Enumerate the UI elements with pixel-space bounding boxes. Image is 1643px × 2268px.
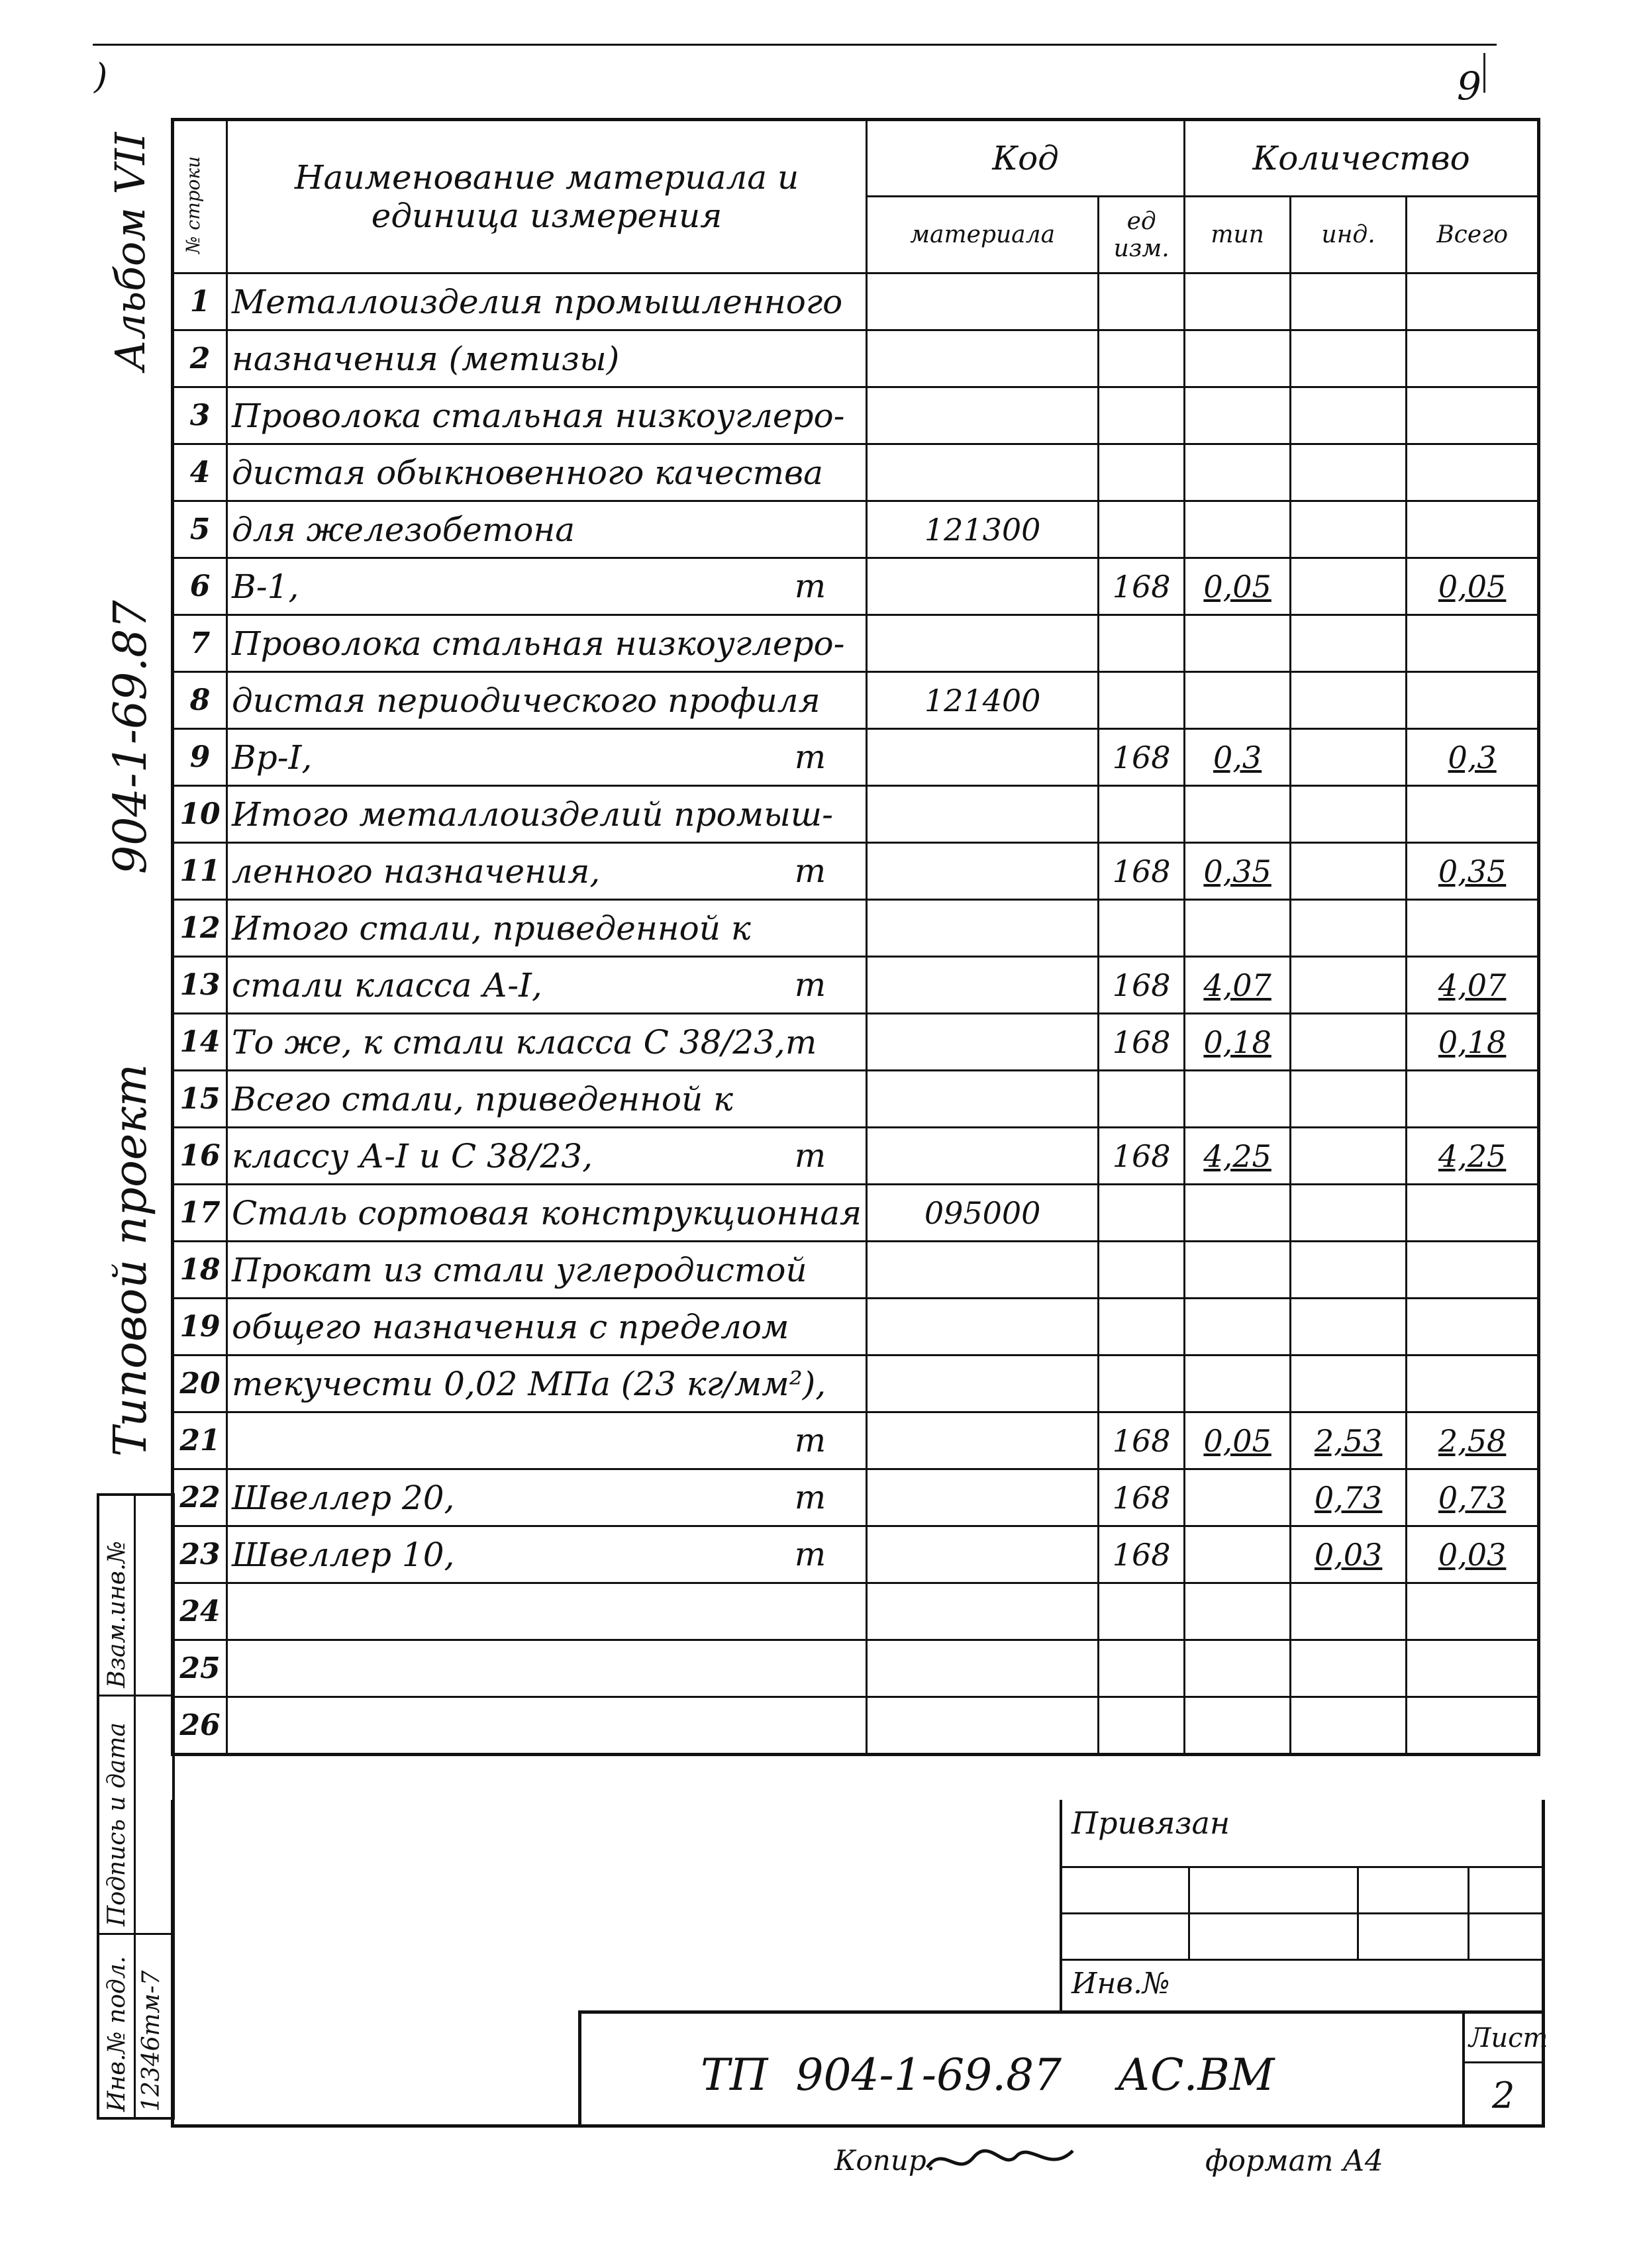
row-number: 11 xyxy=(173,843,227,900)
row-number: 12 xyxy=(173,900,227,957)
unit-code xyxy=(1099,1185,1185,1242)
table-row xyxy=(173,672,1539,729)
material-name-text: общего назначения с пределом xyxy=(232,1307,789,1346)
qty-ind xyxy=(1291,1014,1407,1071)
unit-code xyxy=(1099,900,1185,957)
material-code xyxy=(867,1697,1099,1755)
material-name-text: Итого металлоизделий промыш- xyxy=(232,795,834,834)
unit-code xyxy=(1099,273,1185,330)
material-name xyxy=(227,1128,867,1185)
qty-total: 0,73 xyxy=(1407,1469,1539,1526)
copyist-signature xyxy=(924,2138,1076,2184)
qty-ind xyxy=(1291,1356,1407,1412)
material-code xyxy=(867,1583,1099,1640)
material-name xyxy=(227,672,867,729)
qty-total: 2,58 xyxy=(1407,1412,1539,1469)
table-row xyxy=(173,387,1539,444)
qty-type: 0,35 xyxy=(1185,843,1291,900)
material-unit: т xyxy=(794,567,826,605)
unit-code xyxy=(1099,672,1185,729)
material-name xyxy=(227,957,867,1014)
qty-ind xyxy=(1291,1185,1407,1242)
unit-code: 168 xyxy=(1099,1014,1185,1071)
qty-type xyxy=(1185,672,1291,729)
table-row xyxy=(173,786,1539,843)
qty-ind xyxy=(1291,615,1407,672)
qty-type xyxy=(1185,330,1291,387)
material-name xyxy=(227,1697,867,1755)
privyazan-col-1 xyxy=(1188,1866,1190,1959)
qty-type xyxy=(1185,501,1291,558)
qty-total xyxy=(1407,330,1539,387)
qty-type xyxy=(1185,1583,1291,1640)
qty-total xyxy=(1407,501,1539,558)
qty-ind: 2,53 xyxy=(1291,1412,1407,1469)
material-code: 095000 xyxy=(867,1185,1099,1242)
unit-code xyxy=(1099,1697,1185,1755)
unit-code xyxy=(1099,1356,1185,1412)
row-number: 15 xyxy=(173,1071,227,1128)
row-number: 17 xyxy=(173,1185,227,1242)
material-code xyxy=(867,786,1099,843)
qty-total xyxy=(1407,672,1539,729)
privyazan-block xyxy=(1060,1800,1544,2010)
material-code: 121300 xyxy=(867,501,1099,558)
table-row xyxy=(173,1014,1539,1071)
row-number: 13 xyxy=(173,957,227,1014)
side-stamp-divider xyxy=(134,1496,136,2117)
qty-ind xyxy=(1291,501,1407,558)
material-code xyxy=(867,729,1099,786)
row-number: 22 xyxy=(173,1469,227,1526)
album-label: Альбом VII xyxy=(106,132,154,371)
table-row xyxy=(173,1526,1539,1583)
qty-total xyxy=(1407,1583,1539,1640)
table-row xyxy=(173,1697,1539,1755)
material-code xyxy=(867,1412,1099,1469)
qty-ind xyxy=(1291,330,1407,387)
qty-ind xyxy=(1291,672,1407,729)
header-code: Код xyxy=(867,120,1185,197)
table-row xyxy=(173,501,1539,558)
sheet-label-line xyxy=(1462,2061,1545,2063)
material-unit: т xyxy=(794,965,826,1004)
row-number: 18 xyxy=(173,1242,227,1299)
unit-code: 168 xyxy=(1099,1526,1185,1583)
material-name xyxy=(227,387,867,444)
table-row xyxy=(173,1469,1539,1526)
materials-table xyxy=(171,118,1540,1756)
qty-total xyxy=(1407,1185,1539,1242)
qty-type xyxy=(1185,786,1291,843)
side-stamp-row-2 xyxy=(99,1933,172,1935)
qty-total xyxy=(1407,1697,1539,1755)
material-name-text: Проволока стальная низкоуглеро- xyxy=(232,624,845,663)
side-stamp xyxy=(97,1493,175,2120)
material-name xyxy=(227,1299,867,1356)
unit-code xyxy=(1099,1242,1185,1299)
qty-total xyxy=(1407,1640,1539,1697)
material-code xyxy=(867,1014,1099,1071)
row-number: 14 xyxy=(173,1014,227,1071)
material-code xyxy=(867,843,1099,900)
row-number: 25 xyxy=(173,1640,227,1697)
title-block xyxy=(578,2010,1548,2128)
qty-ind xyxy=(1291,957,1407,1014)
material-unit: т xyxy=(794,1535,826,1573)
table-row xyxy=(173,444,1539,501)
material-name xyxy=(227,843,867,900)
row-number: 2 xyxy=(173,330,227,387)
material-code xyxy=(867,558,1099,615)
material-code xyxy=(867,1128,1099,1185)
table-row xyxy=(173,1640,1539,1697)
header-qty-ind: инд. xyxy=(1291,197,1407,273)
material-code xyxy=(867,615,1099,672)
table-row xyxy=(173,273,1539,330)
qty-ind xyxy=(1291,1242,1407,1299)
material-name-text: Швеллер 10, xyxy=(232,1535,455,1574)
inv-podl-label: Инв.№ подл. xyxy=(103,1955,130,2112)
table-row xyxy=(173,1128,1539,1185)
qty-ind: 0,73 xyxy=(1291,1469,1407,1526)
header-qty-total: Всего xyxy=(1407,197,1539,273)
unit-code xyxy=(1099,1299,1185,1356)
material-name xyxy=(227,1526,867,1583)
qty-type xyxy=(1185,387,1291,444)
inv-no-label: Инв.№ xyxy=(1071,1967,1170,2000)
material-name xyxy=(227,1185,867,1242)
material-name-text: дистая периодического профиля xyxy=(232,681,821,720)
row-number: 4 xyxy=(173,444,227,501)
qty-ind xyxy=(1291,729,1407,786)
qty-total xyxy=(1407,444,1539,501)
page-number: 9 xyxy=(1457,64,1481,109)
header-name: Наименование материала и единица измерения xyxy=(227,120,867,273)
material-code xyxy=(867,387,1099,444)
qty-ind xyxy=(1291,1071,1407,1128)
table-row xyxy=(173,900,1539,957)
qty-type xyxy=(1185,1071,1291,1128)
qty-total: 0,3 xyxy=(1407,729,1539,786)
sheet-divider xyxy=(1462,2014,1465,2128)
privyazan-line-1 xyxy=(1062,1866,1544,1868)
material-name-text: дистая обыкновенного качества xyxy=(232,453,823,492)
qty-type xyxy=(1185,1185,1291,1242)
material-name-text: В-1, xyxy=(232,567,299,606)
material-name-text: для железобетона xyxy=(232,510,575,549)
table-row xyxy=(173,615,1539,672)
qty-total xyxy=(1407,1356,1539,1412)
row-number: 8 xyxy=(173,672,227,729)
material-name xyxy=(227,273,867,330)
qty-total: 4,07 xyxy=(1407,957,1539,1014)
qty-ind xyxy=(1291,900,1407,957)
qty-type: 4,25 xyxy=(1185,1128,1291,1185)
material-name-text: Итого стали, приведенной к xyxy=(232,909,751,948)
qty-type xyxy=(1185,1526,1291,1583)
material-name xyxy=(227,1356,867,1412)
unit-code: 168 xyxy=(1099,1128,1185,1185)
qty-total xyxy=(1407,615,1539,672)
material-name xyxy=(227,900,867,957)
material-name-text: классу А-I и С 38/23, xyxy=(232,1136,593,1175)
material-code xyxy=(867,1242,1099,1299)
row-number: 26 xyxy=(173,1697,227,1755)
qty-total: 0,18 xyxy=(1407,1014,1539,1071)
header-code-material: материала xyxy=(867,197,1099,273)
material-name xyxy=(227,1242,867,1299)
qty-ind xyxy=(1291,387,1407,444)
row-number: 24 xyxy=(173,1583,227,1640)
table-row xyxy=(173,1412,1539,1469)
table-row xyxy=(173,957,1539,1014)
material-name-text: Сталь сортовая конструкционная xyxy=(232,1193,862,1232)
material-name xyxy=(227,1469,867,1526)
qty-total: 0,35 xyxy=(1407,843,1539,900)
row-number: 19 xyxy=(173,1299,227,1356)
material-name xyxy=(227,330,867,387)
qty-type xyxy=(1185,1242,1291,1299)
unit-code: 168 xyxy=(1099,957,1185,1014)
material-name xyxy=(227,615,867,672)
material-name xyxy=(227,1014,867,1071)
qty-type: 0,18 xyxy=(1185,1014,1291,1071)
privyazan-col-3 xyxy=(1468,1866,1469,1959)
qty-type xyxy=(1185,1356,1291,1412)
qty-ind xyxy=(1291,1640,1407,1697)
unit-code xyxy=(1099,330,1185,387)
unit-code xyxy=(1099,444,1185,501)
material-unit: т xyxy=(794,738,826,776)
qty-ind: 0,03 xyxy=(1291,1526,1407,1583)
material-name xyxy=(227,786,867,843)
table-row xyxy=(173,729,1539,786)
row-number: 7 xyxy=(173,615,227,672)
qty-ind xyxy=(1291,1583,1407,1640)
material-name-text: текучести 0,02 МПа (23 кг/мм²), xyxy=(232,1364,826,1403)
table-row xyxy=(173,1356,1539,1412)
qty-ind xyxy=(1291,1128,1407,1185)
table-row xyxy=(173,1185,1539,1242)
material-name-text: То же, к стали класса С 38/23,т xyxy=(232,1022,817,1061)
inv-value: 12346тм-7 xyxy=(138,1970,165,2112)
material-code: 121400 xyxy=(867,672,1099,729)
privyazan-label: Привязан xyxy=(1071,1805,1230,1841)
material-name xyxy=(227,1583,867,1640)
row-number: 23 xyxy=(173,1526,227,1583)
vzam-label: Взам.инв.№ xyxy=(103,1540,130,1688)
header-quantity: Количество xyxy=(1185,120,1539,197)
header-qty-type: тип xyxy=(1185,197,1291,273)
material-name xyxy=(227,1071,867,1128)
table-row xyxy=(173,1583,1539,1640)
side-stamp-row-1 xyxy=(99,1695,172,1697)
table-row xyxy=(173,843,1539,900)
unit-code xyxy=(1099,1640,1185,1697)
qty-ind xyxy=(1291,843,1407,900)
privyazan-line-2 xyxy=(1062,1912,1544,1914)
qty-total xyxy=(1407,273,1539,330)
qty-total: 0,03 xyxy=(1407,1526,1539,1583)
qty-total: 4,25 xyxy=(1407,1128,1539,1185)
material-name-text: Прокат из стали углеродистой xyxy=(232,1250,807,1289)
qty-type xyxy=(1185,615,1291,672)
row-number: 5 xyxy=(173,501,227,558)
unit-code xyxy=(1099,1583,1185,1640)
material-name xyxy=(227,1412,867,1469)
unit-code xyxy=(1099,615,1185,672)
qty-type xyxy=(1185,900,1291,957)
table-row xyxy=(173,330,1539,387)
unit-code: 168 xyxy=(1099,558,1185,615)
material-name xyxy=(227,558,867,615)
unit-code xyxy=(1099,786,1185,843)
page-number-tick xyxy=(1483,53,1485,93)
row-number: 3 xyxy=(173,387,227,444)
material-code xyxy=(867,330,1099,387)
material-name-text: Всего стали, приведенной к xyxy=(232,1079,733,1118)
row-number: 1 xyxy=(173,273,227,330)
material-code xyxy=(867,900,1099,957)
material-code xyxy=(867,1526,1099,1583)
material-code xyxy=(867,1356,1099,1412)
qty-type xyxy=(1185,1299,1291,1356)
qty-ind xyxy=(1291,786,1407,843)
top-rule xyxy=(93,44,1497,46)
project-type-label: Типовой проект xyxy=(105,1063,157,1457)
row-number: 6 xyxy=(173,558,227,615)
qty-total xyxy=(1407,1242,1539,1299)
sheet-number: 2 xyxy=(1492,2075,1515,2116)
unit-code xyxy=(1099,501,1185,558)
material-name xyxy=(227,501,867,558)
material-code xyxy=(867,1640,1099,1697)
qty-type: 0,3 xyxy=(1185,729,1291,786)
table-body xyxy=(173,273,1539,1755)
qty-ind xyxy=(1291,273,1407,330)
material-code xyxy=(867,1469,1099,1526)
privyazan-col-2 xyxy=(1357,1866,1359,1959)
material-code xyxy=(867,1299,1099,1356)
unit-code: 168 xyxy=(1099,1469,1185,1526)
qty-type xyxy=(1185,1640,1291,1697)
material-name xyxy=(227,444,867,501)
material-name-text: Швеллер 20, xyxy=(232,1478,455,1517)
qty-ind xyxy=(1291,1697,1407,1755)
material-name xyxy=(227,1640,867,1697)
qty-type: 0,05 xyxy=(1185,558,1291,615)
corner-mark: ) xyxy=(94,57,108,97)
header-row-no: № строки xyxy=(173,120,227,273)
material-unit: т xyxy=(794,852,826,890)
qty-type: 4,07 xyxy=(1185,957,1291,1014)
row-number: 16 xyxy=(173,1128,227,1185)
qty-total xyxy=(1407,786,1539,843)
material-name xyxy=(227,729,867,786)
qty-type xyxy=(1185,1697,1291,1755)
qty-total xyxy=(1407,900,1539,957)
qty-ind xyxy=(1291,1299,1407,1356)
material-code xyxy=(867,444,1099,501)
material-code xyxy=(867,957,1099,1014)
project-code-label: 904-1-69.87 xyxy=(105,600,157,874)
sheet-label: Лист xyxy=(1469,2023,1548,2053)
material-unit: т xyxy=(794,1421,826,1459)
copied-label: Копир. xyxy=(834,2144,936,2177)
material-name-text: ленного назначения, xyxy=(232,852,601,891)
qty-type: 0,05 xyxy=(1185,1412,1291,1469)
qty-total xyxy=(1407,387,1539,444)
qty-ind xyxy=(1291,558,1407,615)
header-code-unit: ед изм. xyxy=(1099,197,1185,273)
designation: ТП 904-1-69.87 АС.ВМ xyxy=(701,2049,1275,2100)
unit-code: 168 xyxy=(1099,729,1185,786)
material-code xyxy=(867,273,1099,330)
qty-ind xyxy=(1291,444,1407,501)
qty-total xyxy=(1407,1071,1539,1128)
material-unit: т xyxy=(794,1478,826,1516)
qty-total xyxy=(1407,1299,1539,1356)
material-name-text: Вр-I, xyxy=(232,738,313,777)
material-unit: т xyxy=(794,1136,826,1175)
material-name-text: Проволока стальная низкоуглеро- xyxy=(232,396,845,435)
material-name-text: стали класса А-I, xyxy=(232,965,542,1005)
material-name-text: назначения (метизы) xyxy=(232,339,620,378)
unit-code: 168 xyxy=(1099,843,1185,900)
qty-type xyxy=(1185,444,1291,501)
table-row xyxy=(173,558,1539,615)
qty-total: 0,05 xyxy=(1407,558,1539,615)
table-row xyxy=(173,1242,1539,1299)
unit-code: 168 xyxy=(1099,1412,1185,1469)
row-number: 10 xyxy=(173,786,227,843)
material-code xyxy=(867,1071,1099,1128)
row-number: 9 xyxy=(173,729,227,786)
table-row xyxy=(173,1071,1539,1128)
table-row xyxy=(173,1299,1539,1356)
privyazan-line-3 xyxy=(1062,1959,1544,1961)
row-number: 21 xyxy=(173,1412,227,1469)
unit-code xyxy=(1099,387,1185,444)
row-number: 20 xyxy=(173,1356,227,1412)
unit-code xyxy=(1099,1071,1185,1128)
podpis-label: Подпись и дата xyxy=(103,1722,130,1926)
qty-type xyxy=(1185,1469,1291,1526)
qty-type xyxy=(1185,273,1291,330)
material-name-text: Металлоизделия промышленного xyxy=(232,282,843,321)
format-label: формат А4 xyxy=(1205,2144,1383,2178)
